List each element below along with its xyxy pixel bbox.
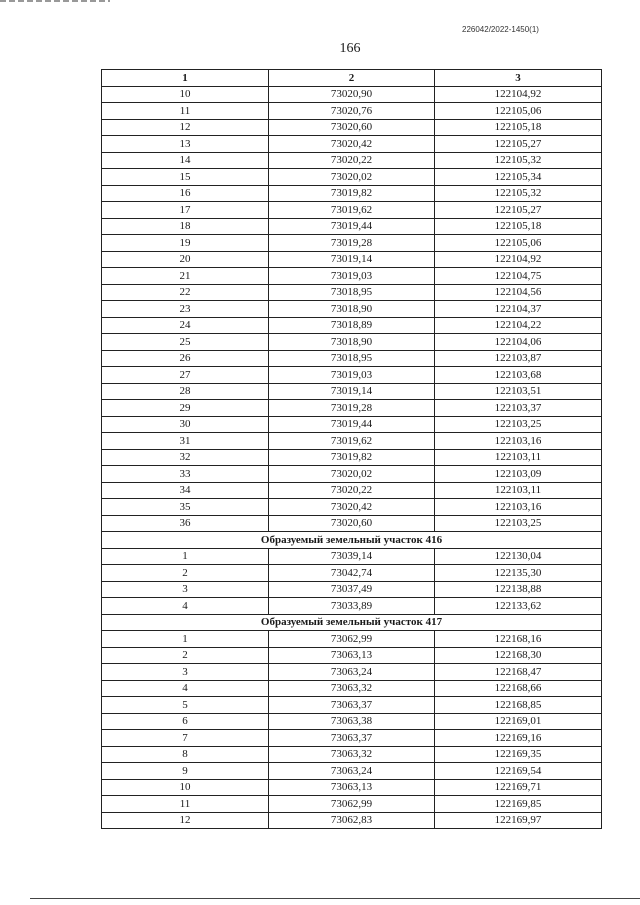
x-coordinate-cell: 73018,89 [269, 317, 435, 334]
point-number-cell: 4 [102, 598, 269, 615]
x-coordinate-cell: 73020,60 [269, 515, 435, 532]
table-row [102, 581, 602, 598]
table-row [102, 350, 602, 367]
x-coordinate-cell: 73019,82 [269, 449, 435, 466]
x-coordinate-cell: 73039,14 [269, 548, 435, 565]
point-number-cell: 29 [102, 400, 269, 417]
x-coordinate-cell: 73020,22 [269, 152, 435, 169]
point-number-cell: 28 [102, 383, 269, 400]
section-title: Образуемый земельный участок 416 [102, 532, 602, 549]
x-coordinate-cell: 73063,13 [269, 779, 435, 796]
x-coordinate-cell: 73033,89 [269, 598, 435, 615]
y-coordinate-cell: 122104,56 [435, 284, 602, 301]
point-number-cell: 1 [102, 548, 269, 565]
point-number-cell: 35 [102, 499, 269, 516]
x-coordinate-cell: 73019,28 [269, 400, 435, 417]
table-row [102, 284, 602, 301]
point-number-cell: 32 [102, 449, 269, 466]
x-coordinate-cell: 73062,83 [269, 812, 435, 829]
table-row [102, 334, 602, 351]
y-coordinate-cell: 122138,88 [435, 581, 602, 598]
x-coordinate-cell: 73063,32 [269, 680, 435, 697]
x-coordinate-cell: 73018,95 [269, 350, 435, 367]
table-row [102, 812, 602, 829]
y-coordinate-cell: 122169,71 [435, 779, 602, 796]
y-coordinate-cell: 122103,11 [435, 482, 602, 499]
point-number-cell: 16 [102, 185, 269, 202]
point-number-cell: 27 [102, 367, 269, 384]
x-coordinate-cell: 73020,90 [269, 86, 435, 103]
table-row [102, 383, 602, 400]
document-id: 226042/2022-1450(1) [462, 25, 539, 34]
table-row [102, 152, 602, 169]
x-coordinate-cell: 73063,32 [269, 746, 435, 763]
point-number-cell: 7 [102, 730, 269, 747]
y-coordinate-cell: 122105,06 [435, 235, 602, 252]
point-number-cell: 13 [102, 136, 269, 153]
point-number-cell: 9 [102, 763, 269, 780]
y-coordinate-cell: 122105,32 [435, 152, 602, 169]
y-coordinate-cell: 122168,16 [435, 631, 602, 648]
table-row [102, 103, 602, 120]
table-row [102, 235, 602, 252]
table-row [102, 746, 602, 763]
table-row [102, 136, 602, 153]
x-coordinate-cell: 73019,62 [269, 433, 435, 450]
y-coordinate-cell: 122104,22 [435, 317, 602, 334]
point-number-cell: 20 [102, 251, 269, 268]
point-number-cell: 14 [102, 152, 269, 169]
x-coordinate-cell: 73063,37 [269, 730, 435, 747]
table-row [102, 730, 602, 747]
y-coordinate-cell: 122105,18 [435, 218, 602, 235]
table-row [102, 268, 602, 285]
x-coordinate-cell: 73019,03 [269, 268, 435, 285]
table-row [102, 713, 602, 730]
y-coordinate-cell: 122103,16 [435, 499, 602, 516]
table-row [102, 565, 602, 582]
y-coordinate-cell: 122169,54 [435, 763, 602, 780]
table-row [102, 779, 602, 796]
point-number-cell: 24 [102, 317, 269, 334]
point-number-cell: 10 [102, 86, 269, 103]
y-coordinate-cell: 122105,27 [435, 136, 602, 153]
table-row [102, 433, 602, 450]
x-coordinate-cell: 73019,44 [269, 218, 435, 235]
coordinates-table-body [102, 70, 602, 829]
y-coordinate-cell: 122103,51 [435, 383, 602, 400]
point-number-cell: 5 [102, 697, 269, 714]
point-number-cell: 30 [102, 416, 269, 433]
point-number-cell: 25 [102, 334, 269, 351]
y-coordinate-cell: 122168,85 [435, 697, 602, 714]
y-coordinate-cell: 122103,37 [435, 400, 602, 417]
table-row [102, 796, 602, 813]
table-row [102, 416, 602, 433]
x-coordinate-cell: 73020,76 [269, 103, 435, 120]
y-coordinate-cell: 122104,92 [435, 86, 602, 103]
x-coordinate-cell: 73062,99 [269, 631, 435, 648]
x-coordinate-cell: 73019,28 [269, 235, 435, 252]
point-number-cell: 23 [102, 301, 269, 318]
table-row [102, 202, 602, 219]
point-number-cell: 1 [102, 631, 269, 648]
point-number-cell: 21 [102, 268, 269, 285]
y-coordinate-cell: 122168,66 [435, 680, 602, 697]
scan-top-mark [0, 0, 110, 2]
x-coordinate-cell: 73020,02 [269, 169, 435, 186]
x-coordinate-cell: 73018,95 [269, 284, 435, 301]
point-number-cell: 2 [102, 565, 269, 582]
point-number-cell: 3 [102, 581, 269, 598]
x-coordinate-cell: 73020,42 [269, 499, 435, 516]
coordinates-table [101, 69, 602, 829]
y-coordinate-cell: 122103,68 [435, 367, 602, 384]
point-number-cell: 12 [102, 812, 269, 829]
y-coordinate-cell: 122103,25 [435, 416, 602, 433]
y-coordinate-cell: 122168,47 [435, 664, 602, 681]
table-row [102, 680, 602, 697]
x-coordinate-cell: 73019,03 [269, 367, 435, 384]
table-row [102, 631, 602, 648]
y-coordinate-cell: 122105,06 [435, 103, 602, 120]
point-number-cell: 6 [102, 713, 269, 730]
table-row [102, 169, 602, 186]
x-coordinate-cell: 73063,24 [269, 763, 435, 780]
point-number-cell: 26 [102, 350, 269, 367]
table-row [102, 763, 602, 780]
point-number-cell: 18 [102, 218, 269, 235]
point-number-cell: 31 [102, 433, 269, 450]
x-coordinate-cell: 73020,42 [269, 136, 435, 153]
point-number-cell: 11 [102, 796, 269, 813]
point-number-cell: 19 [102, 235, 269, 252]
x-coordinate-cell: 73020,22 [269, 482, 435, 499]
x-coordinate-cell: 73020,02 [269, 466, 435, 483]
header-cell-1: 1 [102, 70, 269, 87]
page-number: 166 [339, 41, 361, 56]
point-number-cell: 2 [102, 647, 269, 664]
header-cell-3: 3 [435, 70, 602, 87]
point-number-cell: 8 [102, 746, 269, 763]
y-coordinate-cell: 122169,35 [435, 746, 602, 763]
y-coordinate-cell: 122169,97 [435, 812, 602, 829]
y-coordinate-cell: 122104,92 [435, 251, 602, 268]
x-coordinate-cell: 73018,90 [269, 301, 435, 318]
table-row [102, 449, 602, 466]
x-coordinate-cell: 73063,13 [269, 647, 435, 664]
section-row [102, 532, 602, 549]
point-number-cell: 34 [102, 482, 269, 499]
y-coordinate-cell: 122104,75 [435, 268, 602, 285]
x-coordinate-cell: 73062,99 [269, 796, 435, 813]
section-row [102, 614, 602, 631]
y-coordinate-cell: 122104,06 [435, 334, 602, 351]
point-number-cell: 12 [102, 119, 269, 136]
table-row [102, 185, 602, 202]
table-row [102, 482, 602, 499]
point-number-cell: 36 [102, 515, 269, 532]
table-row [102, 301, 602, 318]
table-row [102, 548, 602, 565]
x-coordinate-cell: 73019,14 [269, 383, 435, 400]
table-row [102, 598, 602, 615]
x-coordinate-cell: 73042,74 [269, 565, 435, 582]
table-header-row [102, 70, 602, 87]
point-number-cell: 15 [102, 169, 269, 186]
y-coordinate-cell: 122103,25 [435, 515, 602, 532]
x-coordinate-cell: 73019,62 [269, 202, 435, 219]
point-number-cell: 22 [102, 284, 269, 301]
table-row [102, 466, 602, 483]
x-coordinate-cell: 73020,60 [269, 119, 435, 136]
table-row [102, 499, 602, 516]
y-coordinate-cell: 122169,85 [435, 796, 602, 813]
x-coordinate-cell: 73063,24 [269, 664, 435, 681]
section-title: Образуемый земельный участок 417 [102, 614, 602, 631]
point-number-cell: 11 [102, 103, 269, 120]
table-row [102, 218, 602, 235]
table-row [102, 400, 602, 417]
table-row [102, 251, 602, 268]
y-coordinate-cell: 122103,87 [435, 350, 602, 367]
x-coordinate-cell: 73018,90 [269, 334, 435, 351]
y-coordinate-cell: 122105,34 [435, 169, 602, 186]
table-row [102, 317, 602, 334]
x-coordinate-cell: 73019,44 [269, 416, 435, 433]
y-coordinate-cell: 122105,27 [435, 202, 602, 219]
y-coordinate-cell: 122168,30 [435, 647, 602, 664]
table-row [102, 515, 602, 532]
table-row [102, 86, 602, 103]
y-coordinate-cell: 122104,37 [435, 301, 602, 318]
point-number-cell: 33 [102, 466, 269, 483]
y-coordinate-cell: 122105,18 [435, 119, 602, 136]
x-coordinate-cell: 73063,38 [269, 713, 435, 730]
point-number-cell: 10 [102, 779, 269, 796]
table-row [102, 697, 602, 714]
y-coordinate-cell: 122103,11 [435, 449, 602, 466]
y-coordinate-cell: 122105,32 [435, 185, 602, 202]
x-coordinate-cell: 73063,37 [269, 697, 435, 714]
point-number-cell: 4 [102, 680, 269, 697]
point-number-cell: 17 [102, 202, 269, 219]
x-coordinate-cell: 73019,82 [269, 185, 435, 202]
y-coordinate-cell: 122169,01 [435, 713, 602, 730]
scan-bottom-line [30, 898, 640, 899]
y-coordinate-cell: 122130,04 [435, 548, 602, 565]
point-number-cell: 3 [102, 664, 269, 681]
x-coordinate-cell: 73037,49 [269, 581, 435, 598]
y-coordinate-cell: 122169,16 [435, 730, 602, 747]
y-coordinate-cell: 122133,62 [435, 598, 602, 615]
table-row [102, 119, 602, 136]
y-coordinate-cell: 122103,16 [435, 433, 602, 450]
header-cell-2: 2 [269, 70, 435, 87]
y-coordinate-cell: 122103,09 [435, 466, 602, 483]
table-row [102, 367, 602, 384]
y-coordinate-cell: 122135,30 [435, 565, 602, 582]
table-row [102, 664, 602, 681]
table-row [102, 647, 602, 664]
x-coordinate-cell: 73019,14 [269, 251, 435, 268]
